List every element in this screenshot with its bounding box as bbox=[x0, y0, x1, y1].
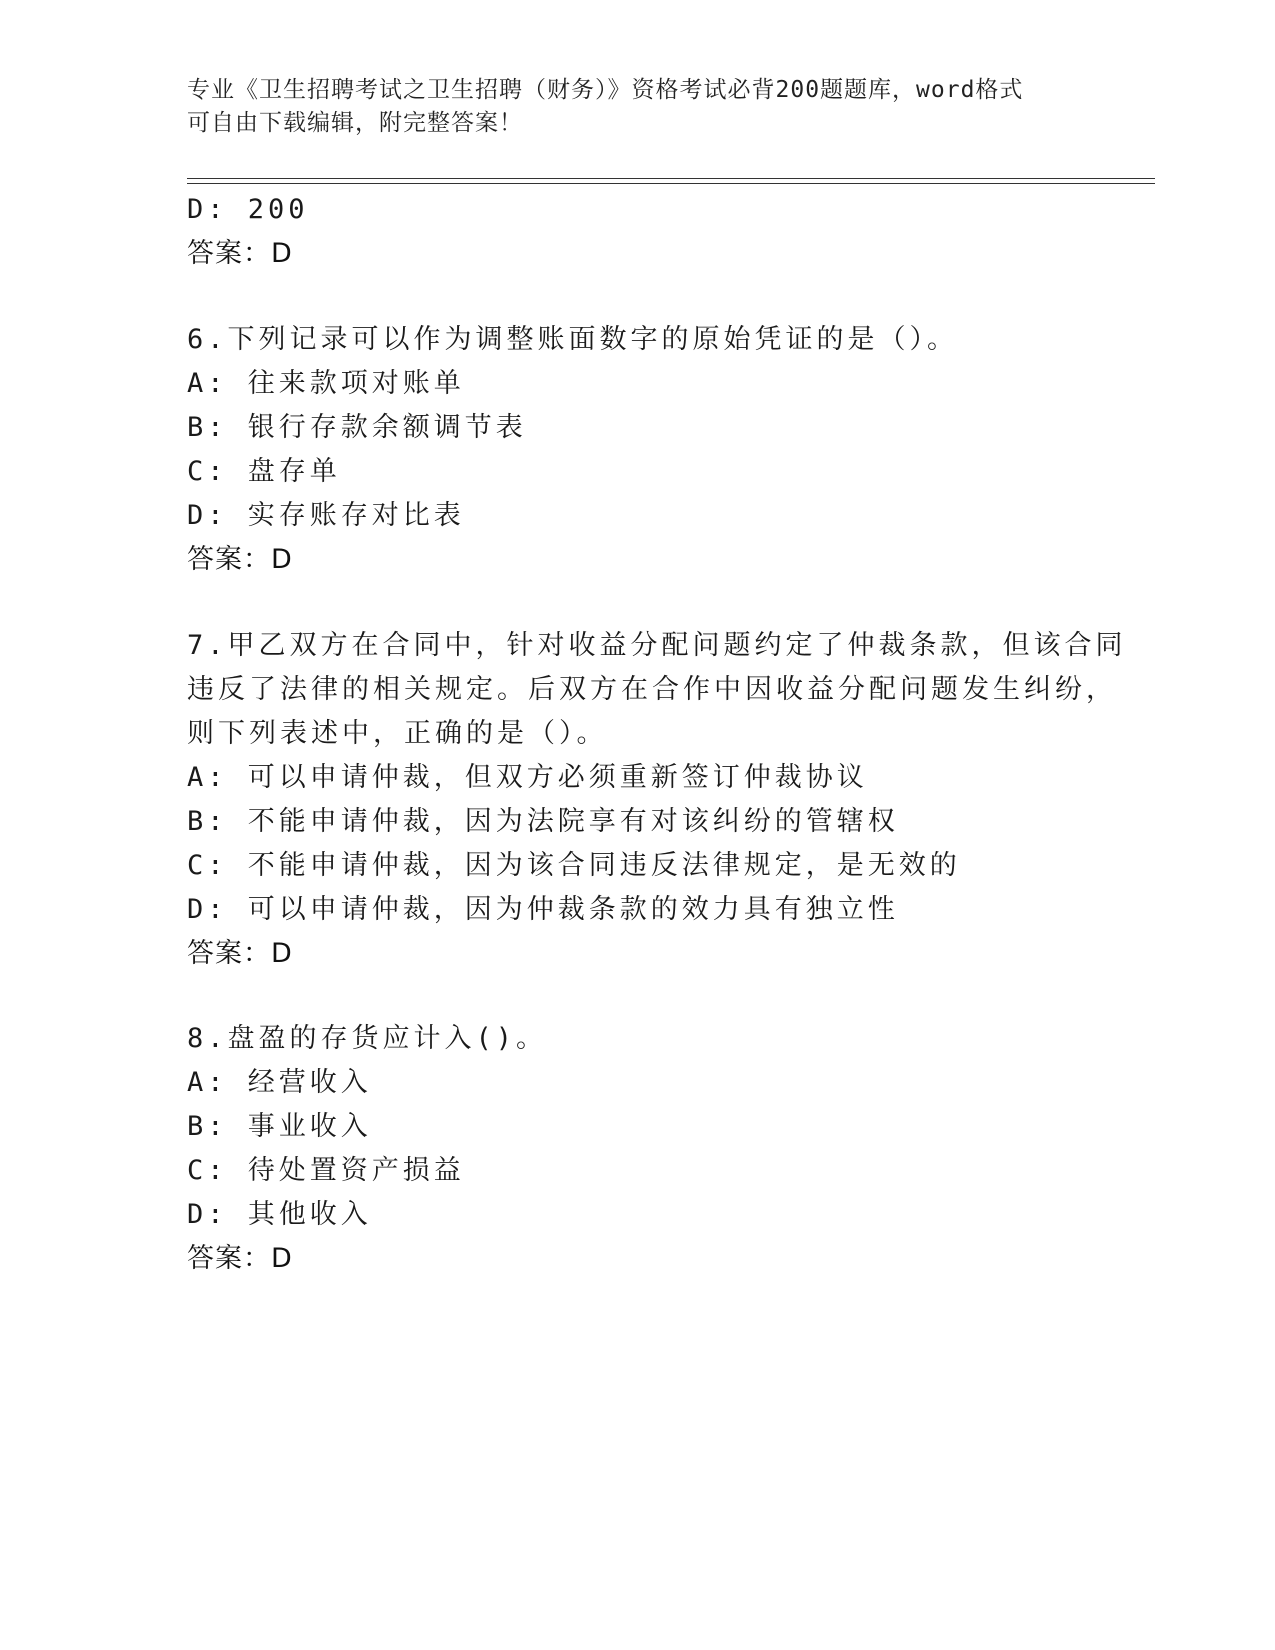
page-header bbox=[187, 74, 1087, 140]
question-8-stem: 8.盘盈的存货应计入()。 bbox=[187, 1023, 548, 1054]
question-6-option-d: D: 实存账存对比表 bbox=[187, 500, 465, 531]
question-8-option-d: D: 其他收入 bbox=[187, 1199, 372, 1230]
question-8-answer: 答案：D bbox=[187, 1243, 293, 1274]
header-divider bbox=[187, 178, 1155, 184]
question-7-option-c: C: 不能申请仲裁，因为该合同违反法律规定，是无效的 bbox=[187, 850, 961, 881]
question-7-option-b: B: 不能申请仲裁，因为法院享有对该纠纷的管辖权 bbox=[187, 806, 899, 837]
header-title-line-2: 可自由下载编辑，附完整答案！ bbox=[187, 110, 523, 136]
question-8-option-c: C: 待处置资产损益 bbox=[187, 1155, 465, 1186]
question-7-answer: 答案：D bbox=[187, 938, 293, 969]
prev-question-answer: 答案：D bbox=[187, 238, 293, 269]
question-7-stem-line-2: 违反了法律的相关规定。后双方在合作中因收益分配问题发生纠纷， bbox=[187, 674, 1117, 705]
question-8-option-b: B: 事业收入 bbox=[187, 1111, 372, 1142]
question-7-stem-line-3: 则下列表述中，正确的是（）。 bbox=[187, 718, 608, 749]
question-8-option-a: A: 经营收入 bbox=[187, 1067, 372, 1098]
header-title-line-1: 专业《卫生招聘考试之卫生招聘（财务）》资格考试必背200题题库，word格式 bbox=[187, 77, 1024, 103]
question-6-option-a: A: 往来款项对账单 bbox=[187, 368, 465, 399]
question-6-option-c: C: 盘存单 bbox=[187, 456, 341, 487]
prev-question-option-d: D: 200 bbox=[187, 194, 309, 225]
question-6-option-b: B: 银行存款余额调节表 bbox=[187, 412, 527, 443]
question-7-stem-line-1: 7.甲乙双方在合同中，针对收益分配问题约定了仲裁条款，但该合同 bbox=[187, 630, 1127, 661]
question-6-stem: 6.下列记录可以作为调整账面数字的原始凭证的是（）。 bbox=[187, 324, 959, 355]
question-6-answer: 答案：D bbox=[187, 544, 293, 575]
question-7-option-d: D: 可以申请仲裁，因为仲裁条款的效力具有独立性 bbox=[187, 894, 899, 925]
question-7-option-a: A: 可以申请仲裁，但双方必须重新签订仲裁协议 bbox=[187, 762, 868, 793]
